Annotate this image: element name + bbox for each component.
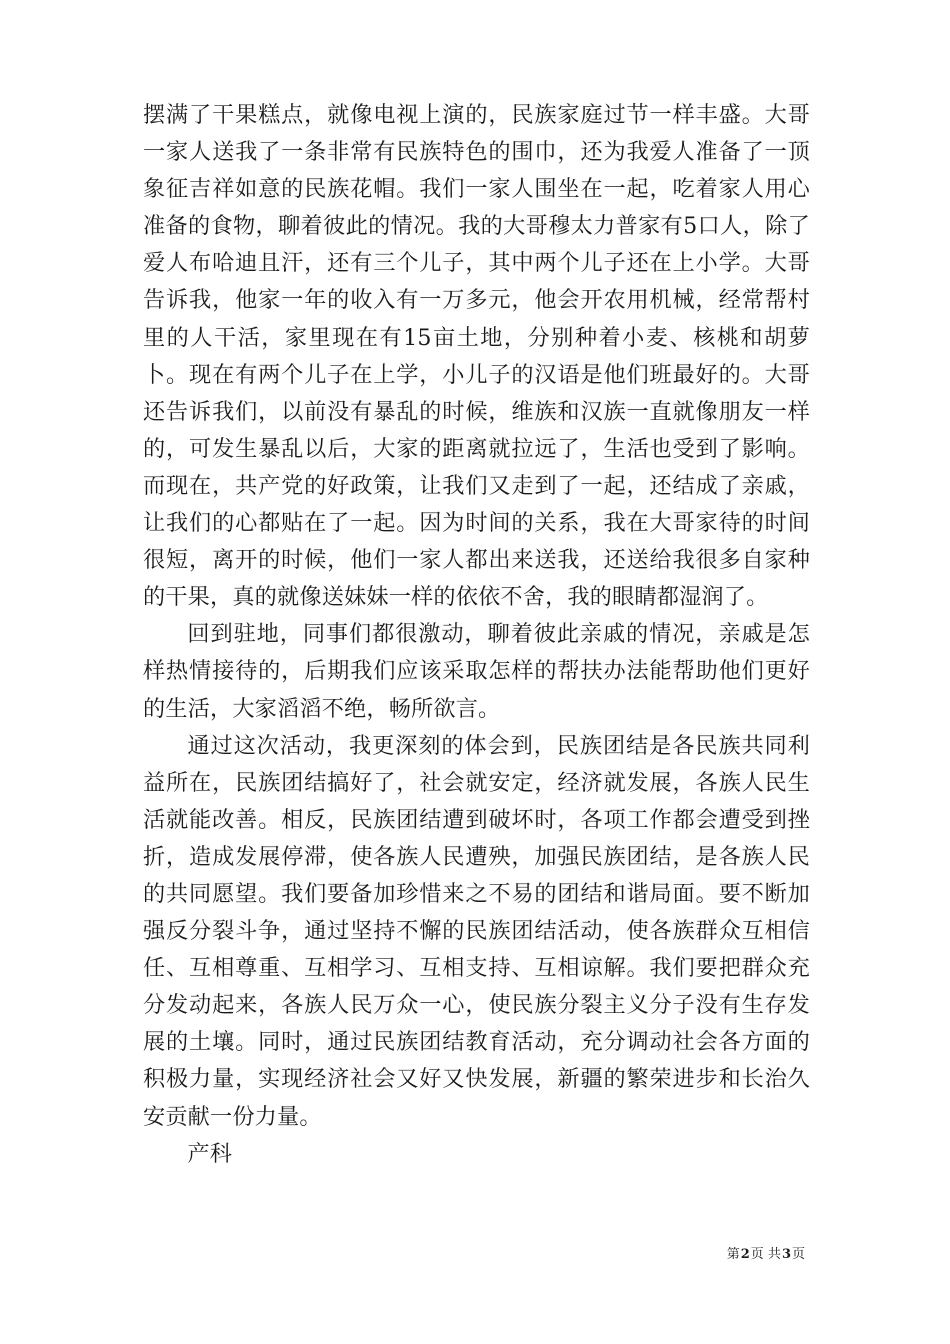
footer-suffix: 页	[791, 1247, 805, 1262]
total-pages-number: 3	[781, 1247, 791, 1262]
footer-prefix: 第	[726, 1247, 740, 1262]
current-page-number: 2	[740, 1247, 750, 1262]
document-body	[143, 97, 810, 1173]
paragraph-2: 回到驻地，同事们都很激动，聊着彼此亲戚的情况，亲戚是怎样热情接待的，后期我们应该采取怎样的帮扶办法能帮助他们更好的生活，大家滔滔不绝，畅所欲言。	[143, 621, 810, 722]
paragraph-1: 摆满了干果糕点，就像电视上演的，民族家庭过节一样丰盛。大哥一家人送我了一条非常有民族特色的围巾，还为我爱人准备了一顶象征吉祥如意的民族花帽。我们一家人围坐在一起，吃着家人用心准备的食物，聊着彼此的情况。我的大哥穆太力普家有5口人，除了爱人布哈迪且汗，还有三个儿子，其中两个儿子还在上小学。大哥告诉我，他家一年的收入有一万多元，他会开农用机械，经常帮村里的人干活，家里现在有15亩土地，分别种着小麦、核桃和胡萝卜。现在有两个儿子在上学，小儿子的汉语是他们班最好的。大哥还告诉我们，以前没有暴乱的时候，维族和汉族一直就像朋友一样的，可发生暴乱以后，大家的距离就拉远了，生活也受到了影响。而现在，共产党的好政策，让我们又走到了一起，还结成了亲戚，让我们的心都贴在了一起。因为时间的关系，我在大哥家待的时间很短，离开的时候，他们一家人都出来送我，还送给我很多自家种的干果，真的就像送妹妹一样的依依不舍，我的眼睛都湿润了。	[143, 102, 810, 611]
paragraph-4: 产科	[187, 1140, 233, 1167]
footer-middle: 页 共	[750, 1247, 781, 1262]
paragraph-3: 通过这次活动，我更深刻的体会到，民族团结是各民族共同利益所在，民族团结搞好了，社会就安定，经济就发展，各族人民生活就能改善。相反，民族团结遭到破坏时，各项工作都会遭受到挫折，造成发展停滞，使各族人民遭殃，加强民族团结，是各族人民的共同愿望。我们要备加珍惜来之不易的团结和谐局面。要不断加强反分裂斗争，通过坚持不懈的民族团结活动，使各族群众互相信任、互相尊重、互相学习、互相支持、互相谅解。我们要把群众充分发动起来，各族人民万众一心，使民族分裂主义分子没有生存发展的土壤。同时，通过民族团结教育活动，充分调动社会各方面的积极力量，实现经济社会又好又快发展，新疆的繁荣进步和长治久安贡献一份力量。	[143, 732, 810, 1130]
page-number-footer	[727, 1247, 805, 1263]
